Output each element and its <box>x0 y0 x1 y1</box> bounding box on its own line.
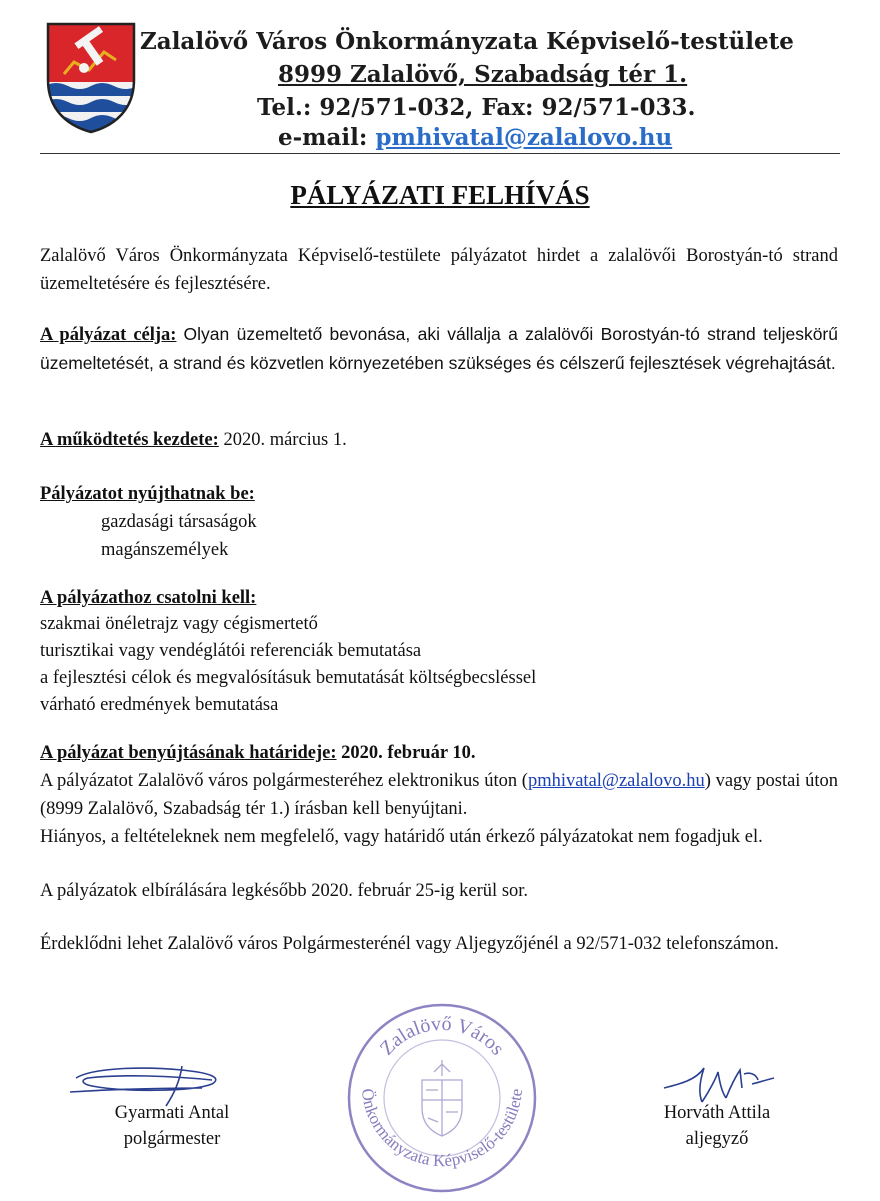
applicants-item: gazdasági társaságok <box>101 512 257 532</box>
stamp-top-text: Zalalövő Város <box>375 1012 509 1060</box>
submission-text: A pályázatot Zalalövő város polgármesteréhez elektronikus úton ( <box>40 771 528 791</box>
right-signatory-name: Horváth Attila <box>663 1103 771 1123</box>
deadline-evaluation-line: A pályázatok elbírálására legkésőbb 2020. február 25-ig kerül sor. <box>40 881 529 901</box>
goal-paragraph <box>40 320 838 378</box>
deadline-rejection-paragraph: Hiányos, a feltételeknek nem megfelelő, vagy határidő után érkező pályázatokat nem fogadjuk el. <box>40 827 763 847</box>
attachments-item: várható eredmények bemutatása <box>40 695 279 715</box>
start-date: 2020. március 1. <box>223 430 347 450</box>
attachments-item: a fejlesztési célok és megvalósításuk bemutatását költségbecsléssel <box>40 668 537 688</box>
left-signatory-title: polgármester <box>123 1129 221 1149</box>
left-signatory-name: Gyarmati Antal <box>114 1103 230 1123</box>
official-stamp <box>344 1000 540 1196</box>
deadline-line <box>40 739 475 767</box>
goal-text: Olyan üzemeltető bevonása, aki vállalja a zalalövői Borostyán-tó strand teljeskörű üzemeltetését, a strand és közvetlen környezetében szükséges és célszerű fejlesztések végrehajtását. <box>40 324 838 373</box>
header-org-name: Zalalövő Város Önkormányzata Képviselő-testülete <box>140 28 794 55</box>
stamp-bottom-text: Önkormányzata Képviselő-testülete <box>357 1087 527 1171</box>
deadline-label: A pályázat benyújtásának határideje: <box>40 743 337 763</box>
applicants-item: magánszemélyek <box>101 540 229 560</box>
intro-paragraph: Zalalövő Város Önkormányzata Képviselő-testülete pályázatot hirdet a zalalövői Borostyán-tó strand üzemeltetésére és fejlesztésére. <box>40 246 838 294</box>
right-signatory-title: aljegyző <box>685 1129 749 1149</box>
start-label: A működtetés kezdete: <box>40 430 219 450</box>
goal-label: A pályázat célja: <box>40 325 177 345</box>
header-email-label: e-mail: <box>278 124 368 151</box>
deadline-submission-paragraph <box>40 767 838 823</box>
submission-email-link[interactable]: pmhivatal@zalalovo.hu <box>527 771 705 791</box>
header-address: 8999 Zalalövő, Szabadság tér 1. <box>278 61 688 88</box>
page-title: PÁLYÁZATI FELHÍVÁS <box>290 180 590 210</box>
start-line <box>40 426 347 454</box>
coat-of-arms-logo <box>44 22 138 134</box>
header-divider <box>40 153 840 154</box>
stamp-crest-icon <box>422 1060 462 1136</box>
svg-text:Zalalövő Város <box>376 1013 509 1060</box>
inquiry-paragraph: Érdeklődni lehet Zalalövő város Polgármesterénél vagy Aljegyzőjénél a 92/571-032 telefonszámon. <box>40 934 779 954</box>
header-email-link[interactable]: pmhivatal@zalalovo.hu <box>375 124 673 151</box>
attachments-label: A pályázathoz csatolni kell: <box>40 588 257 608</box>
applicants-label: Pályázatot nyújthatnak be: <box>40 484 255 504</box>
attachments-item: szakmai önéletrajz vagy cégismertető <box>40 614 318 634</box>
deadline-date: 2020. február 10. <box>341 743 476 763</box>
attachments-item: turisztikai vagy vendéglátói referenciák bemutatása <box>40 641 422 661</box>
submission-text-end: ) vagy postai úton (8999 Zalalövő, Szabadság tér 1.) írásban kell benyújtani. <box>40 771 839 819</box>
header-email-line <box>278 124 672 151</box>
header-phone-fax: Tel.: 92/571-032, Fax: 92/571-033. <box>257 94 696 121</box>
